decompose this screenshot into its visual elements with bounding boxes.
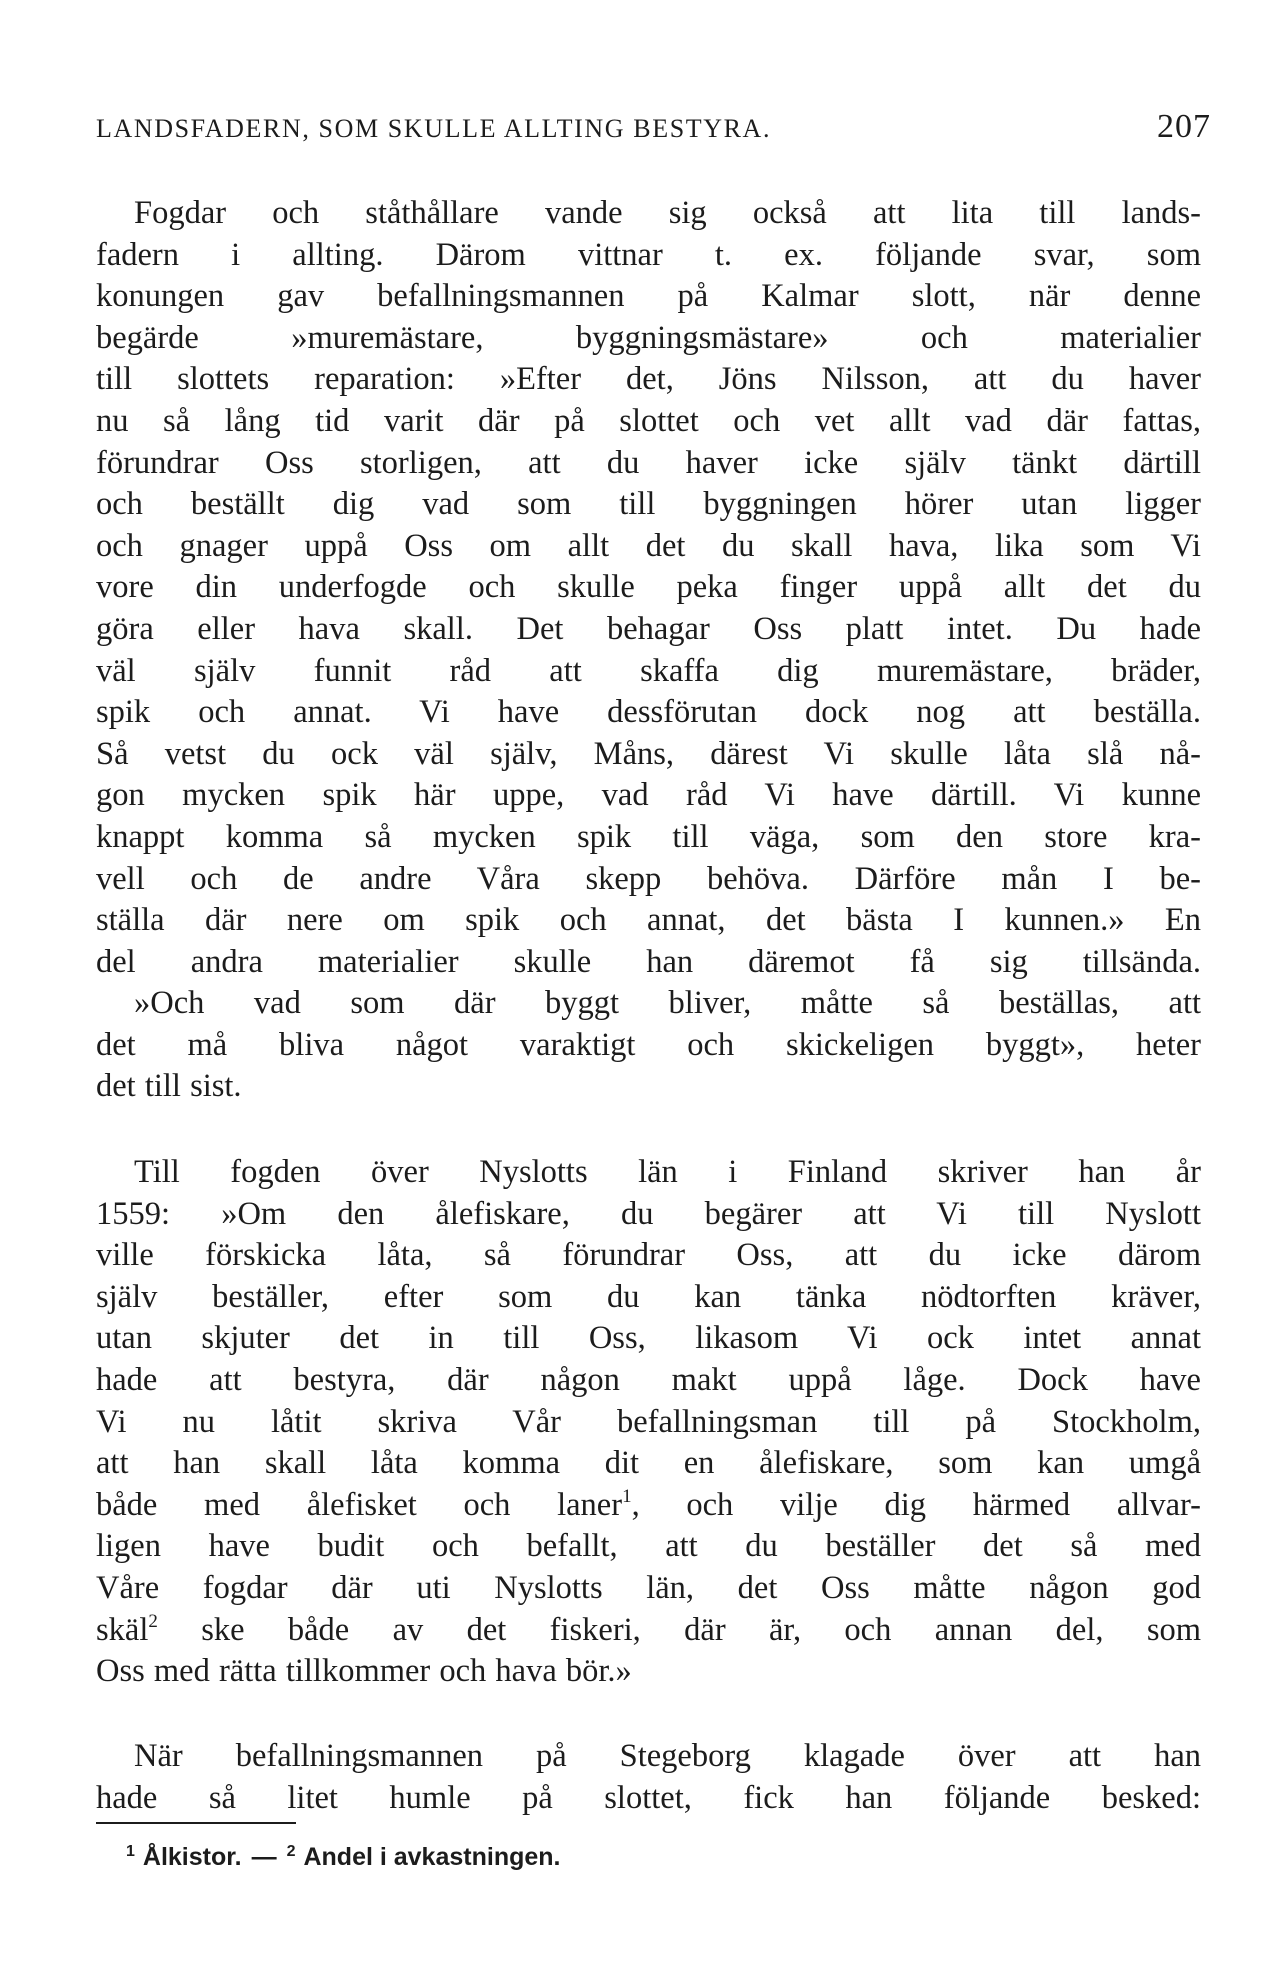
- text-line: det till sist.: [96, 1068, 242, 1105]
- text-line: begärde »muremästare, byggningsmästare» och materialier: [96, 319, 1201, 356]
- text-line: och gnager uppå Oss om allt det du skall hava, lika som Vi: [96, 527, 1201, 564]
- text-line: att han skall låta komma dit en ålefiskare, som kan umgå: [96, 1445, 1201, 1482]
- footnote-ref-2: 2: [148, 1610, 158, 1632]
- footnote-marker-1: 1: [126, 1843, 135, 1860]
- running-title: LANDSFADERN, SOM SKULLE ALLTING BESTYRA.: [96, 114, 772, 143]
- text-line: nu så lång tid varit där på slottet och vet allt vad där fattas,: [96, 402, 1201, 439]
- text-line: knappt komma så mycken spik till väga, som den store kra-: [96, 818, 1201, 855]
- footnote-1-text: Ålkistor.: [142, 1843, 242, 1871]
- text-line: och beställt dig vad som till byggningen hörer utan ligger: [96, 486, 1201, 523]
- footnote-separator: —: [251, 1843, 277, 1871]
- text-segment: , och vilje dig härmed allvar-: [631, 1486, 1201, 1523]
- text-line: utan skjuter det in till Oss, likasom Vi ock intet annat: [96, 1320, 1201, 1357]
- text-line: själv beställer, efter som du kan tänka nödtorften kräver,: [96, 1278, 1201, 1315]
- text-line: Våre fogdar där uti Nyslotts län, det Oss måtte någon god: [96, 1569, 1201, 1606]
- paragraph-1: [96, 193, 1201, 1108]
- text-line-with-footnote-ref: [96, 1485, 1201, 1527]
- text-line: Vi nu låtit skriva Vår befallningsman till på Stockholm,: [96, 1403, 1201, 1440]
- text-line: till slottets reparation: »Efter det, Jöns Nilsson, att du haver: [96, 361, 1201, 398]
- text-line: Fogdar och ståthållare vande sig också att lita till lands-: [134, 195, 1201, 231]
- text-line: Så vetst du ock väl själv, Måns, därest Vi skulle låta slå nå-: [96, 735, 1201, 772]
- paragraph-2: [96, 1152, 1201, 1693]
- text-line: gon mycken spik här uppe, vad råd Vi have därtill. Vi kunne: [96, 777, 1201, 814]
- text-line-with-footnote-ref: [96, 1610, 1201, 1652]
- footnote-2-text: Andel i avkastningen.: [303, 1843, 561, 1871]
- text-segment: både med ålefisket och laner: [96, 1486, 623, 1523]
- footnote-divider: [96, 1822, 296, 1824]
- paragraph-3: [96, 1736, 1201, 1819]
- running-head: [96, 108, 1211, 152]
- text-line: förundrar Oss storligen, att du haver icke själv tänkt därtill: [96, 444, 1201, 481]
- text-line: Oss med rätta tillkommer och hava bör.»: [96, 1653, 632, 1690]
- text-line: »Och vad som där byggt bliver, måtte så beställas, att: [134, 985, 1201, 1022]
- text-segment: skäl: [96, 1611, 149, 1648]
- text-line: När befallningsmannen på Stegeborg klagade över att han: [134, 1738, 1201, 1774]
- text-line: fadern i allting. Därom vittnar t. ex. följande svar, som: [96, 236, 1201, 273]
- text-line: hade att bestyra, där någon makt uppå låge. Dock have: [96, 1361, 1201, 1398]
- text-line: 1559: »Om den ålefiskare, du begärer att Vi till Nyslott: [96, 1195, 1201, 1232]
- text-line: ligen have budit och befallt, att du beställer det så med: [96, 1528, 1201, 1565]
- text-line: vell och de andre Våra skepp behöva. Därföre mån I be-: [96, 860, 1201, 897]
- text-line: väl själv funnit råd att skaffa dig muremästare, bräder,: [96, 652, 1201, 689]
- text-line: Till fogden över Nyslotts län i Finland skriver han år: [134, 1154, 1201, 1190]
- text-line: spik och annat. Vi have dessförutan dock nog att beställa.: [96, 694, 1201, 731]
- footnote-ref-1: 1: [622, 1485, 632, 1507]
- text-line: konungen gav befallningsmannen på Kalmar slott, när denne: [96, 278, 1201, 315]
- text-line: ställa där nere om spik och annat, det bästa I kunnen.» En: [96, 902, 1201, 939]
- footnotes: [126, 1834, 560, 1875]
- text-line: det må bliva något varaktigt och skickeligen byggt», heter: [96, 1026, 1201, 1063]
- page-number: 207: [1157, 108, 1211, 145]
- text-line: hade så litet humle på slottet, fick han följande besked:: [96, 1779, 1201, 1816]
- text-line: ville förskicka låta, så förundrar Oss, att du icke därom: [96, 1237, 1201, 1274]
- text-segment: ske både av det fiskeri, där är, och annan del, som: [157, 1611, 1201, 1648]
- text-line: vore din underfogde och skulle peka finger uppå allt det du: [96, 569, 1201, 606]
- text-line: del andra materialier skulle han däremot få sig tillsända.: [96, 943, 1201, 980]
- footnote-marker-2: 2: [286, 1843, 296, 1860]
- text-line: göra eller hava skall. Det behagar Oss platt intet. Du hade: [96, 610, 1201, 647]
